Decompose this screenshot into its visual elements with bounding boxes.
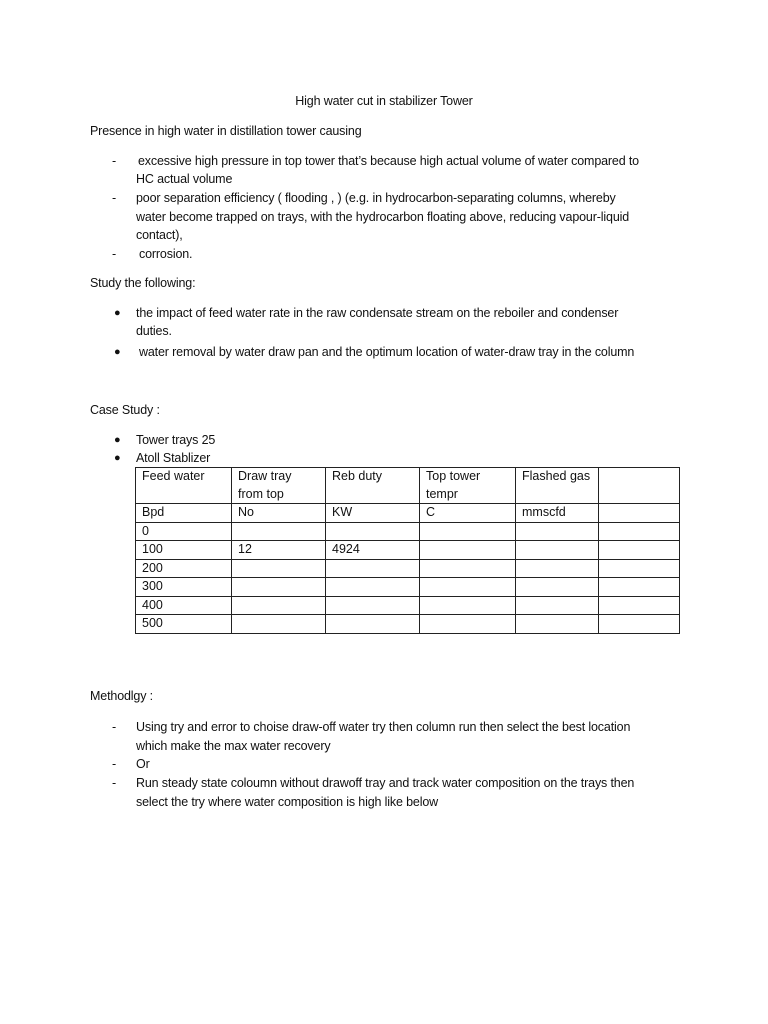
- table-cell: 500: [136, 615, 232, 634]
- list-item-text: water become trapped on trays, with the hydrocarbon floating above, reducing vapour-liquid: [136, 210, 630, 224]
- header-text: tempr: [426, 486, 458, 501]
- table-row: [136, 559, 680, 578]
- list-marker: -: [112, 191, 117, 205]
- table-header-row: [136, 468, 680, 504]
- list-item-text: duties.: [136, 324, 172, 338]
- list-item-text: select the try where water composition is high like below: [136, 795, 439, 809]
- header-text: Draw tray: [238, 469, 292, 483]
- table-cell: [516, 541, 599, 560]
- table-header-cell: [420, 468, 516, 504]
- table-cell: [232, 578, 326, 597]
- table-cell: [232, 596, 326, 615]
- table-cell: [420, 615, 516, 634]
- table-cell: No: [232, 504, 326, 523]
- list-item-text: HC actual volume: [136, 172, 233, 186]
- list-marker: -: [112, 757, 117, 771]
- table-cell: [326, 578, 420, 597]
- bullet-icon: ●: [114, 434, 121, 446]
- table-cell: [326, 522, 420, 541]
- table-cell: [232, 615, 326, 634]
- table-cell: 200: [136, 559, 232, 578]
- table-cell: [516, 578, 599, 597]
- table-cell: 300: [136, 578, 232, 597]
- table-cell: [326, 615, 420, 634]
- table-cell: [599, 541, 680, 560]
- list-marker: -: [112, 776, 117, 790]
- table-row: [136, 504, 680, 523]
- bullet-icon: ●: [114, 307, 121, 319]
- header-text: Feed water: [142, 469, 205, 483]
- case-study-table: [135, 467, 680, 634]
- table-header-cell: [599, 468, 680, 504]
- list-item-text: Or: [136, 757, 150, 771]
- list-marker: -: [112, 720, 117, 734]
- case-study-heading: Case Study :: [90, 403, 160, 417]
- table-cell: [599, 522, 680, 541]
- table-cell: [599, 578, 680, 597]
- table-cell: [420, 596, 516, 615]
- table-cell: [420, 559, 516, 578]
- table-cell: [420, 522, 516, 541]
- table-cell: 100: [136, 541, 232, 560]
- list-item-text: the impact of feed water rate in the raw condensate stream on the reboiler and condenser: [136, 306, 619, 320]
- table-cell: [326, 596, 420, 615]
- table-cell: 12: [232, 541, 326, 560]
- methodology-heading: Methodlgy :: [90, 689, 153, 703]
- table-row: [136, 596, 680, 615]
- list-item-text: excessive high pressure in top tower that’s because high actual volume of water compared to: [138, 154, 639, 168]
- table-cell: [420, 578, 516, 597]
- table-cell: [516, 522, 599, 541]
- table-cell: [232, 559, 326, 578]
- table-row: [136, 615, 680, 634]
- table-header-cell: [232, 468, 326, 504]
- table-cell: 400: [136, 596, 232, 615]
- list-item-text: corrosion.: [139, 247, 193, 261]
- table-cell: Bpd: [136, 504, 232, 523]
- list-marker: -: [112, 247, 117, 261]
- bullet-icon: ●: [114, 346, 121, 358]
- table-cell: 0: [136, 522, 232, 541]
- list-item-text: poor separation efficiency ( flooding , ) (e.g. in hydrocarbon-separating columns, whereby: [136, 191, 616, 205]
- list-item-text: contact),: [136, 228, 183, 242]
- table-cell: [516, 615, 599, 634]
- table-cell: [599, 504, 680, 523]
- table-cell: [599, 596, 680, 615]
- table-header-cell: [326, 468, 420, 504]
- table-cell: [326, 559, 420, 578]
- list-item-text: Tower trays 25: [136, 433, 216, 447]
- table-row: [136, 522, 680, 541]
- table-cell: C: [420, 504, 516, 523]
- study-heading: Study the following:: [90, 276, 196, 290]
- table-cell: 4924: [326, 541, 420, 560]
- table-cell: [232, 522, 326, 541]
- header-text: from top: [238, 486, 284, 501]
- table-row: [136, 541, 680, 560]
- table-cell: [420, 541, 516, 560]
- table-cell: [599, 559, 680, 578]
- header-text: Top tower: [426, 469, 481, 483]
- list-item-text: Run steady state coloumn without drawoff tray and track water composition on the trays then: [136, 776, 635, 790]
- bullet-icon: ●: [114, 452, 121, 464]
- document-title: High water cut in stabilizer Tower: [295, 94, 473, 108]
- table-header-cell: [136, 468, 232, 504]
- table-header-cell: [516, 468, 599, 504]
- header-text: Flashed gas: [522, 469, 591, 483]
- list-item-text: water removal by water draw pan and the optimum location of water-draw tray in the column: [139, 345, 635, 359]
- table-cell: [516, 559, 599, 578]
- list-item-text: Atoll Stablizer: [136, 451, 211, 465]
- table-cell: [599, 615, 680, 634]
- intro-line: Presence in high water in distillation tower causing: [90, 124, 362, 138]
- table-row: [136, 578, 680, 597]
- table-cell: [516, 596, 599, 615]
- table-cell: KW: [326, 504, 420, 523]
- table-cell: mmscfd: [516, 504, 599, 523]
- header-text: Reb duty: [332, 469, 383, 483]
- list-marker: -: [112, 154, 117, 168]
- list-item-text: Using try and error to choise draw-off water try then column run then select the best location: [136, 720, 631, 734]
- list-item-text: which make the max water recovery: [136, 739, 331, 753]
